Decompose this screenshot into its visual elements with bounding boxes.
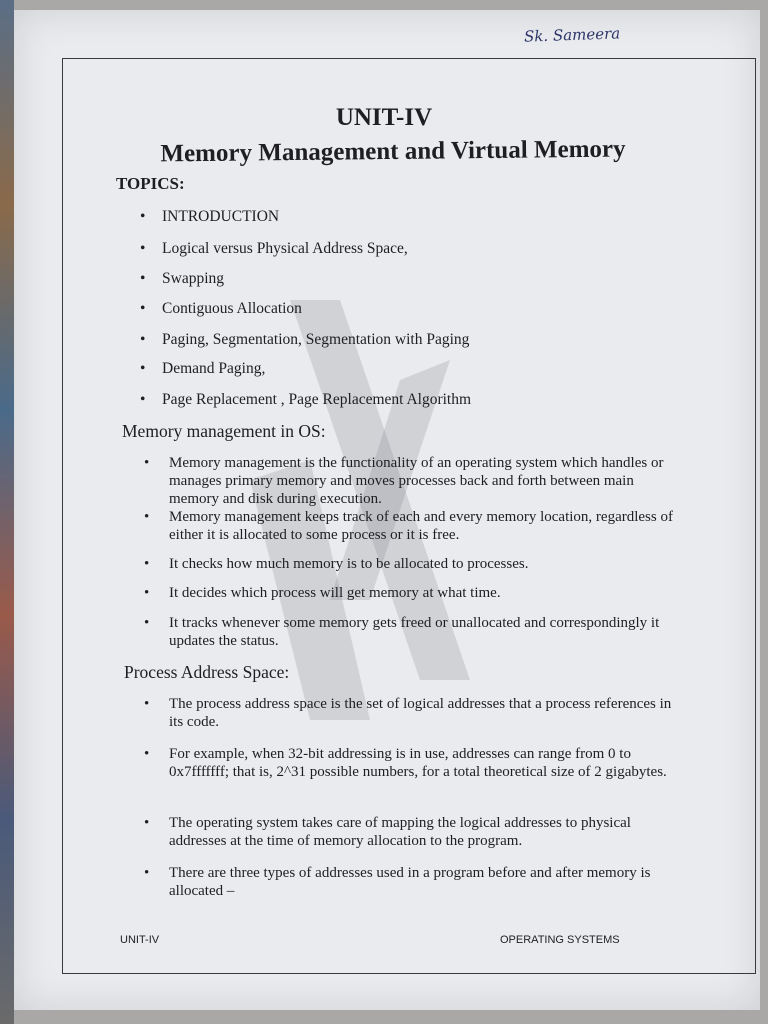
footer-subject: OPERATING SYSTEMS <box>500 934 620 946</box>
bullet: • <box>144 615 150 631</box>
memory-point <box>144 508 684 544</box>
topic-item <box>140 360 265 378</box>
address-point <box>144 864 684 900</box>
topic-item <box>140 300 302 318</box>
address-point-text: For example, when 32-bit addressing is in use, addresses can range from 0 to 0x7fffffff; that is, 2^31 possible numbers, for a total theoretical size of 2 gigabytes. <box>169 746 667 780</box>
address-point <box>144 814 684 850</box>
bullet: • <box>144 455 150 471</box>
topic-text: INTRODUCTION <box>162 208 280 225</box>
memory-point <box>144 454 684 508</box>
topic-item <box>140 240 408 258</box>
topic-text: Contiguous Allocation <box>162 300 302 317</box>
address-point <box>144 695 684 731</box>
memory-point-text: It decides which process will get memory at what time. <box>169 585 501 601</box>
topic-item <box>140 331 469 349</box>
address-point-text: The operating system takes care of mapping the logical addresses to physical addresses at the time of memory allocation to the program. <box>169 815 631 849</box>
memory-point <box>144 555 684 573</box>
bullet: • <box>140 270 146 287</box>
section-heading-memory-management: Memory management in OS: <box>122 421 326 441</box>
bullet: • <box>144 815 150 831</box>
memory-point-text: It tracks whenever some memory gets freed or unallocated and correspondingly it updates the status. <box>169 615 660 649</box>
bullet: • <box>140 391 146 408</box>
topic-text: Logical versus Physical Address Space, <box>162 240 408 257</box>
topic-item <box>140 208 279 226</box>
memory-point-text: Memory management keeps track of each and every memory location, regardless of either it is allocated to some process or it is free. <box>169 509 673 543</box>
signature: Sk. Sameera <box>523 24 621 46</box>
memory-point <box>144 614 684 650</box>
address-point-text: There are three types of addresses used in a program before and after memory is allocated – <box>169 865 651 899</box>
topics-heading: TOPICS: <box>116 174 185 193</box>
address-point <box>144 745 684 781</box>
topic-item <box>140 391 471 409</box>
topic-text: Paging, Segmentation, Segmentation with Paging <box>162 331 470 348</box>
footer-unit: UNIT-IV <box>120 934 160 946</box>
bullet: • <box>144 746 150 762</box>
bullet: • <box>144 509 150 525</box>
memory-point-text: Memory management is the functionality of an operating system which handles or manages primary memory and moves processes back and forth between main memory and disk during execution. <box>169 455 664 507</box>
unit-title: UNIT-IV <box>335 104 433 131</box>
topic-text: Swapping <box>162 270 224 287</box>
address-point-text: The process address space is the set of logical addresses that a process references in its code. <box>169 696 672 730</box>
bullet: • <box>144 865 150 881</box>
bullet: • <box>140 240 146 257</box>
main-title: Memory Management and Virtual Memory <box>160 135 626 168</box>
bullet: • <box>140 331 146 348</box>
bullet: • <box>140 208 146 225</box>
topic-text: Page Replacement , Page Replacement Algorithm <box>162 391 472 408</box>
bullet: • <box>144 696 150 712</box>
memory-point <box>144 584 684 602</box>
bullet: • <box>140 360 146 377</box>
bullet: • <box>140 300 146 317</box>
memory-point-text: It checks how much memory is to be allocated to processes. <box>169 556 529 572</box>
bullet: • <box>144 556 150 572</box>
bullet: • <box>144 585 150 601</box>
section-heading-process-address-space: Process Address Space: <box>124 662 290 682</box>
topic-text: Demand Paging, <box>162 360 266 377</box>
topic-item <box>140 270 224 288</box>
